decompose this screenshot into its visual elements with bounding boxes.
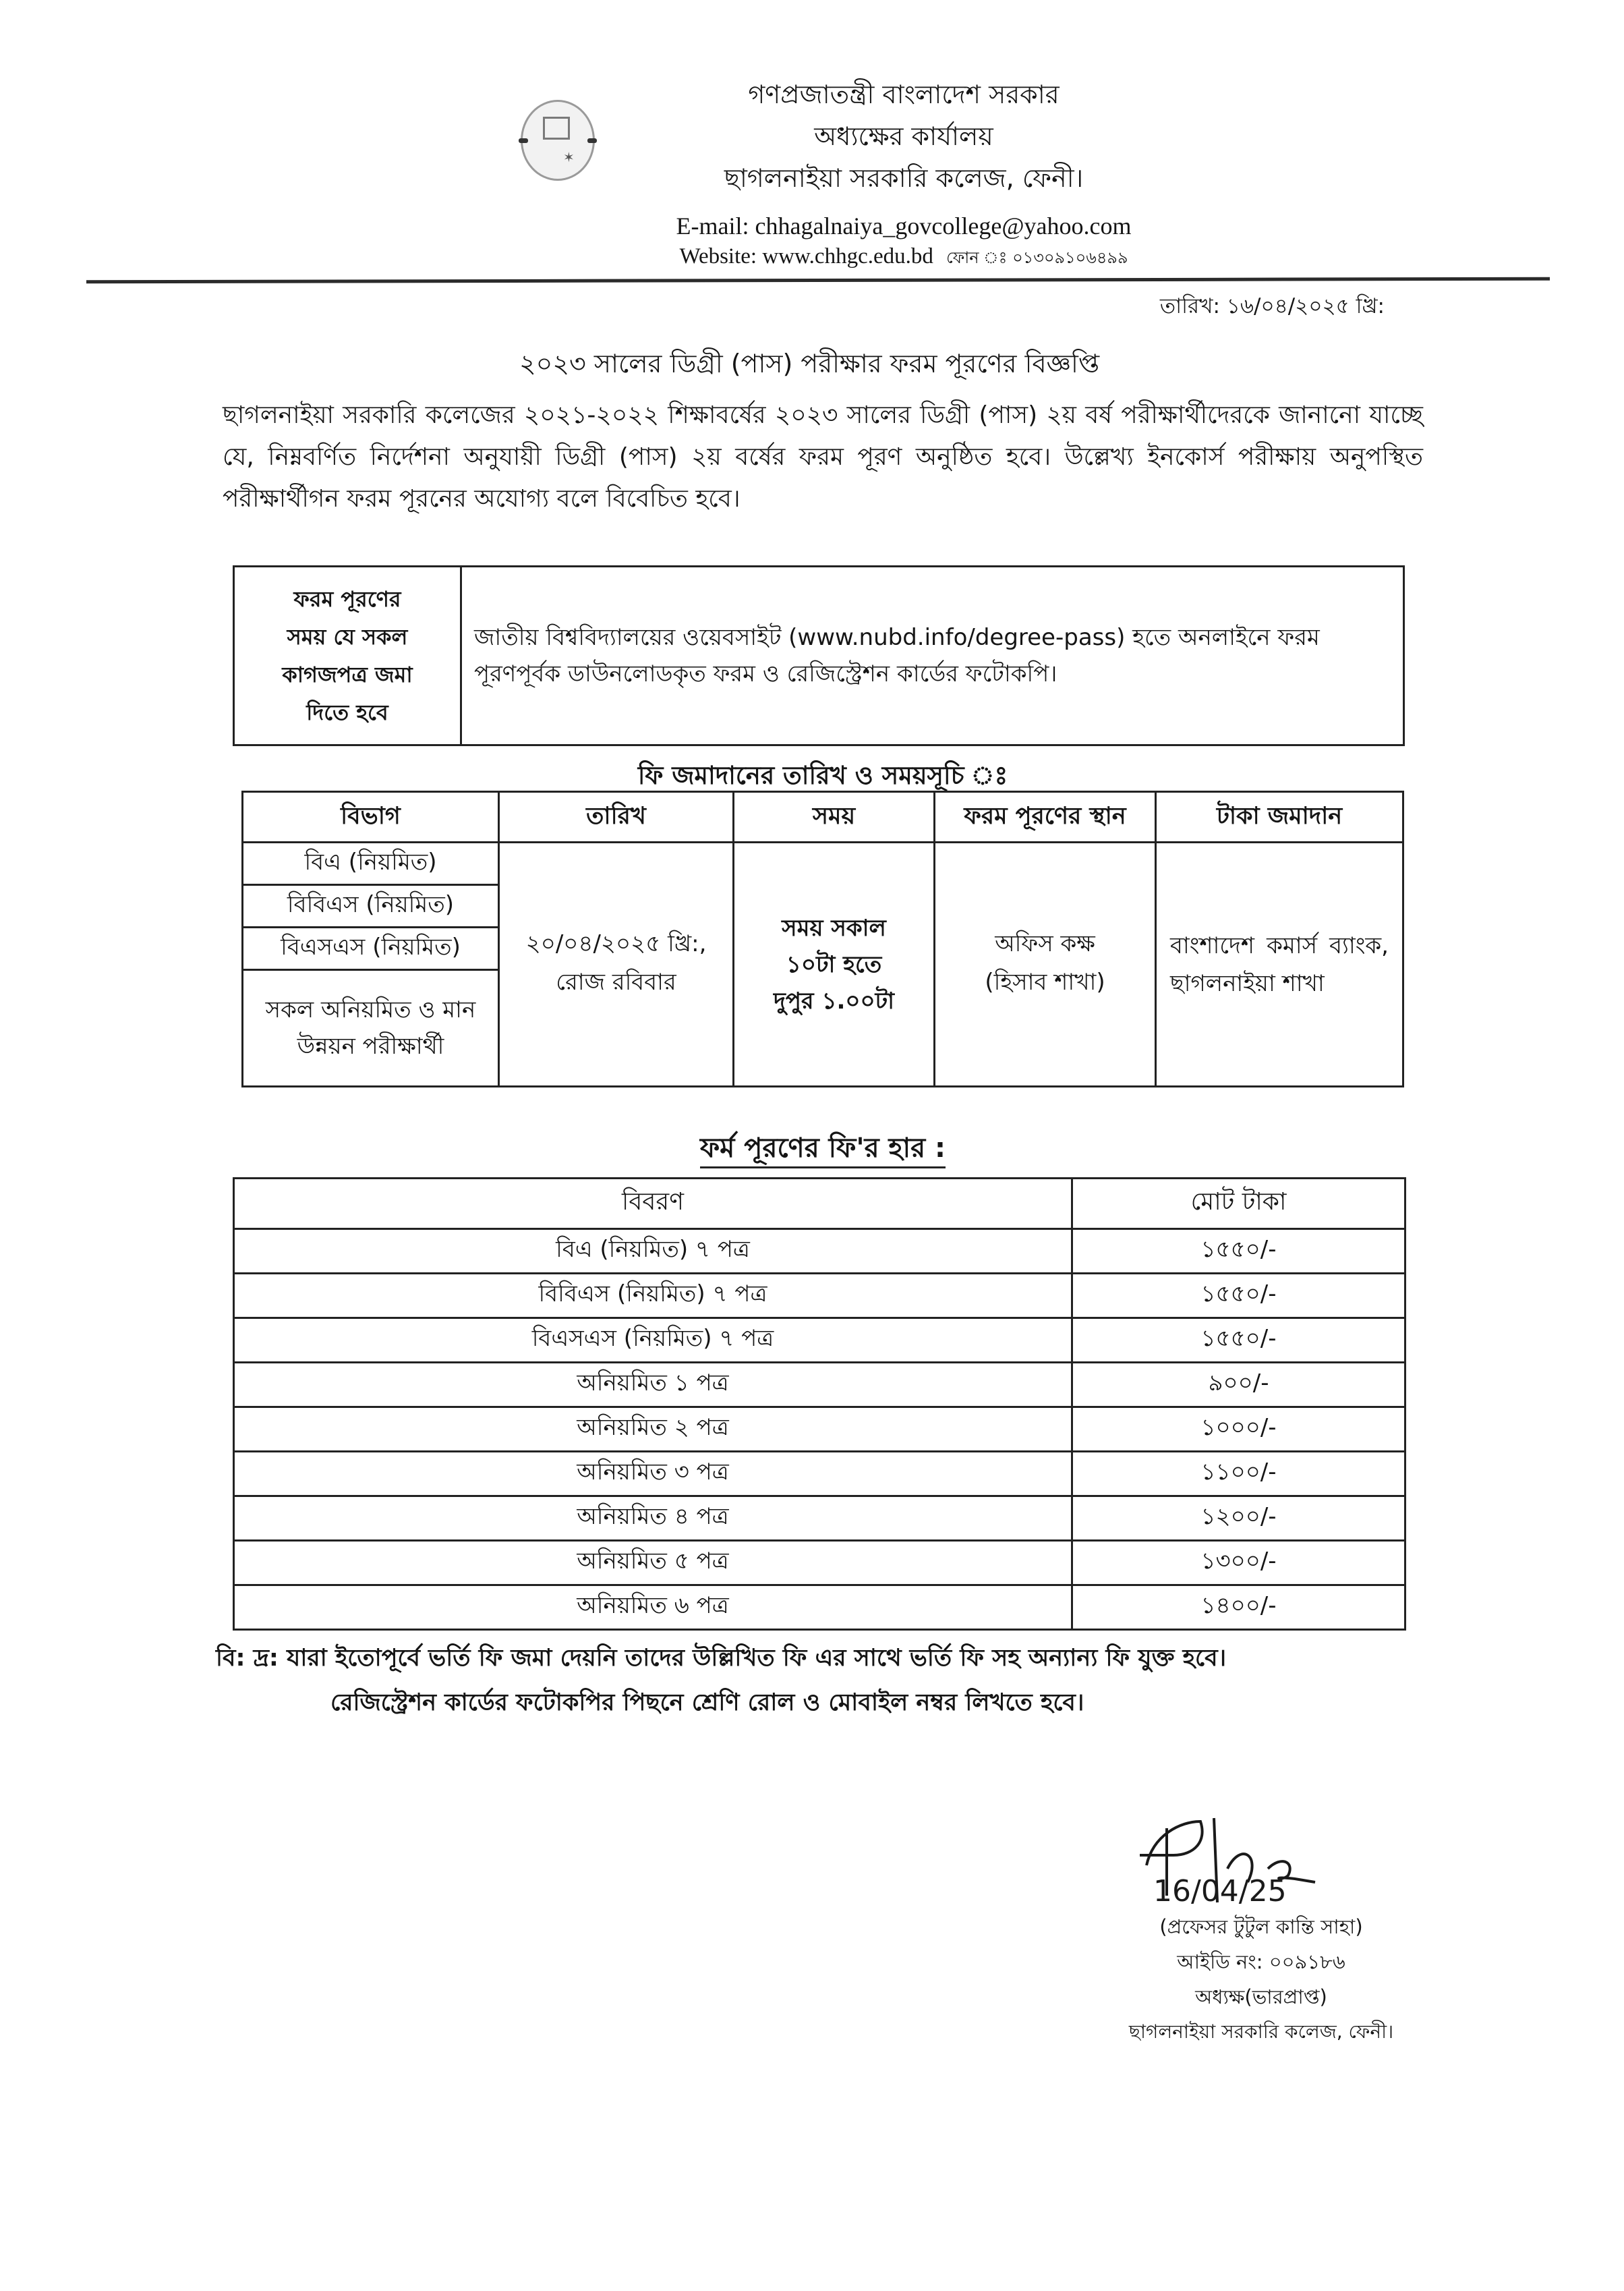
- notice-paragraph: ছাগলনাইয়া সরকারি কলেজের ২০২১-২০২২ শিক্ষাবর্ষের ২০২৩ সালের ডিগ্রী (পাস) ২য় বর্ষ পরীক্ষার্থীদেরকে জানানো যাচ্ছে যে, নিম্নবর্ণিত নির্দেশনা অনুযায়ী ডিগ্রী (পাস) ২য় বর্ষের ফরম পূরণ অনুষ্ঠিত হবে। উল্লেখ্য ইনকোর্স পরীক্ষায় অনুপস্থিত পরীক্ষার্থীগন ফরম পূরনের অযোগ্য বলে বিবেচিত হবে।: [223, 401, 1423, 513]
- fee-amount: ১০০০/-: [1072, 1407, 1405, 1452]
- fee-desc: বিবিএস (নিয়মিত) ৭ পত্র: [234, 1274, 1072, 1318]
- department-cell: বিবিএস (নিয়মিত): [243, 885, 499, 928]
- fee-desc: বিএ (নিয়মিত) ৭ পত্র: [234, 1229, 1072, 1274]
- documents-label-line: দিতে হবে: [306, 700, 388, 725]
- column-header: তারিখ: [499, 792, 734, 843]
- documents-label-line: ফরম পূরণের: [293, 586, 401, 612]
- header-divider: [86, 277, 1550, 284]
- header-government-line: গণপ্রজাতন্ত্রী বাংলাদেশ সরকার: [748, 80, 1060, 109]
- time-line: দুপুর ১.০০টা: [773, 987, 895, 1015]
- fee-amount: ১২০০/-: [1072, 1496, 1405, 1541]
- signatory-institution: ছাগলনাইয়া সরকারি কলেজ, ফেনী।: [1128, 2020, 1394, 2043]
- fee-header-row: [234, 1179, 1405, 1229]
- fee-amount: ১৫৫০/-: [1072, 1274, 1405, 1318]
- documents-row: [234, 567, 1404, 745]
- signatory-name: (প্রফেসর টুটুল কান্তি সাহা): [1159, 1915, 1363, 1938]
- fee-row: [234, 1318, 1405, 1363]
- header-website: Website: www.chhgc.edu.bd: [679, 244, 933, 268]
- note-line: বি: দ্র: যারা ইতোপূর্বে ভর্তি ফি জমা দেয়নি তাদের উল্লিখিত ফি এর সাথে ভর্তি ফি সহ অন্যান্য ফি যুক্ত হবে।: [216, 1645, 1227, 1672]
- fee-desc: অনিয়মিত ৬ পত্র: [234, 1585, 1072, 1630]
- column-header: মোট টাকা: [1072, 1179, 1405, 1229]
- fee-desc: অনিয়মিত ১ পত্র: [234, 1363, 1072, 1407]
- fee-row: [234, 1407, 1405, 1452]
- column-header: টাকা জমাদান: [1156, 792, 1403, 843]
- header-email: E-mail: chhagalnaiya_govcollege@yahoo.com: [676, 213, 1132, 239]
- documents-label-line: সময় যে সকল: [287, 624, 408, 650]
- bank-cell: বাংশাদেশ কমার্স ব্যাংক, ছাগলনাইয়া শাখা: [1156, 843, 1403, 1087]
- header-college-line: ছাগলনাইয়া সরকারি কলেজ, ফেনী।: [724, 163, 1084, 193]
- column-header: ফরম পূরণের স্থান: [935, 792, 1156, 843]
- fee-desc: অনিয়মিত ৩ পত্র: [234, 1452, 1072, 1496]
- time-line: ১০টা হতে: [786, 951, 882, 978]
- fee-desc: অনিয়মিত ৫ পত্র: [234, 1541, 1072, 1585]
- department-cell: সকল অনিয়মিত ও মান উন্নয়ন পরীক্ষার্থী: [243, 970, 499, 1087]
- fee-row: [234, 1274, 1405, 1318]
- place-line: অফিস কক্ষ: [995, 930, 1095, 957]
- header-office-line: অধ্যক্ষের কার্যালয়: [814, 121, 993, 151]
- documents-value: জাতীয় বিশ্ববিদ্যালয়ের ওয়েবসাইট (www.nubd.info/degree-pass) হতে অনলাইনে ফরম পূরণপূর্বক ডাউনলোডকৃত ফরম ও রেজিস্ট্রেশন কার্ডের ফটোকপি।: [461, 567, 1404, 745]
- signatory-id: আইডি নং: ০০৯১৮৬: [1177, 1950, 1345, 1973]
- fee-amount: ১৪০০/-: [1072, 1585, 1405, 1630]
- schedule-header-row: [243, 792, 1403, 843]
- column-header: বিভাগ: [243, 792, 499, 843]
- place-cell: [935, 843, 1156, 1087]
- date-cell: [499, 843, 734, 1087]
- fee-amount: ১৫৫০/-: [1072, 1229, 1405, 1274]
- svg-text:16/04/25: 16/04/25: [1153, 1874, 1287, 1908]
- fee-row: [234, 1452, 1405, 1496]
- fee-desc: বিএসএস (নিয়মিত) ৭ পত্র: [234, 1318, 1072, 1363]
- schedule-table: [241, 791, 1404, 1087]
- header-phone: ফোন ঃ ০১৩০৯১০৬৪৯৯: [946, 248, 1128, 267]
- date-line: ২০/০৪/২০২৫ খ্রি:,: [525, 930, 707, 957]
- fee-amount: ১৩০০/-: [1072, 1541, 1405, 1585]
- schedule-row: [243, 843, 1403, 885]
- notice-title: ২০২৩ সালের ডিগ্রী (পাস) পরীক্ষার ফরম পূরণের বিজ্ঞপ্তি: [519, 349, 1100, 378]
- fee-heading-text: ফর্ম পূরণের ফি'র হার :: [700, 1133, 946, 1168]
- notice-date: তারিখ: ১৬/০৪/২০২৫ খ্রি:: [1159, 294, 1385, 318]
- department-cell: বিএসএস (নিয়মিত): [243, 928, 499, 970]
- fee-amount: ১৫৫০/-: [1072, 1318, 1405, 1363]
- signatory-designation: অধ্যক্ষ(ভারপ্রাপ্ত): [1195, 1985, 1327, 2008]
- date-line: রোজ রবিবার: [556, 968, 676, 996]
- department-cell: বিএ (নিয়মিত): [243, 843, 499, 885]
- fee-amount: ১১০০/-: [1072, 1452, 1405, 1496]
- fee-desc: অনিয়মিত ২ পত্র: [234, 1407, 1072, 1452]
- fee-heading: [243, 1127, 1403, 1172]
- column-header: বিবরণ: [234, 1179, 1072, 1229]
- note-block: [216, 1636, 1423, 1725]
- fee-table: [233, 1177, 1406, 1631]
- column-header: সময়: [734, 792, 935, 843]
- place-line: (হিসাব শাখা): [985, 968, 1105, 996]
- time-line: সময় সকাল: [782, 914, 886, 942]
- documents-label: [234, 567, 461, 745]
- fee-row: [234, 1585, 1405, 1630]
- fee-row: [234, 1496, 1405, 1541]
- fee-row: [234, 1363, 1405, 1407]
- documents-table: [233, 565, 1405, 746]
- time-cell: [734, 843, 935, 1087]
- fee-row: [234, 1229, 1405, 1274]
- documents-label-line: কাগজপত্র জমা: [282, 662, 413, 687]
- fee-amount: ৯০০/-: [1072, 1363, 1405, 1407]
- fee-desc: অনিয়মিত ৪ পত্র: [234, 1496, 1072, 1541]
- signature-block: [1052, 1815, 1470, 2049]
- fee-row: [234, 1541, 1405, 1585]
- college-seal-icon: ✶: [521, 100, 595, 181]
- header-contact: [607, 242, 1200, 273]
- signature-icon: [1126, 1815, 1329, 1909]
- note-line: রেজিস্ট্রেশন কার্ডের ফটোকপির পিছনে শ্রেণি রোল ও মোবাইল নম্বর লিখতে হবে।: [330, 1689, 1084, 1716]
- schedule-heading: ফি জমাদানের তারিখ ও সময়সূচি ঃ: [637, 761, 1008, 790]
